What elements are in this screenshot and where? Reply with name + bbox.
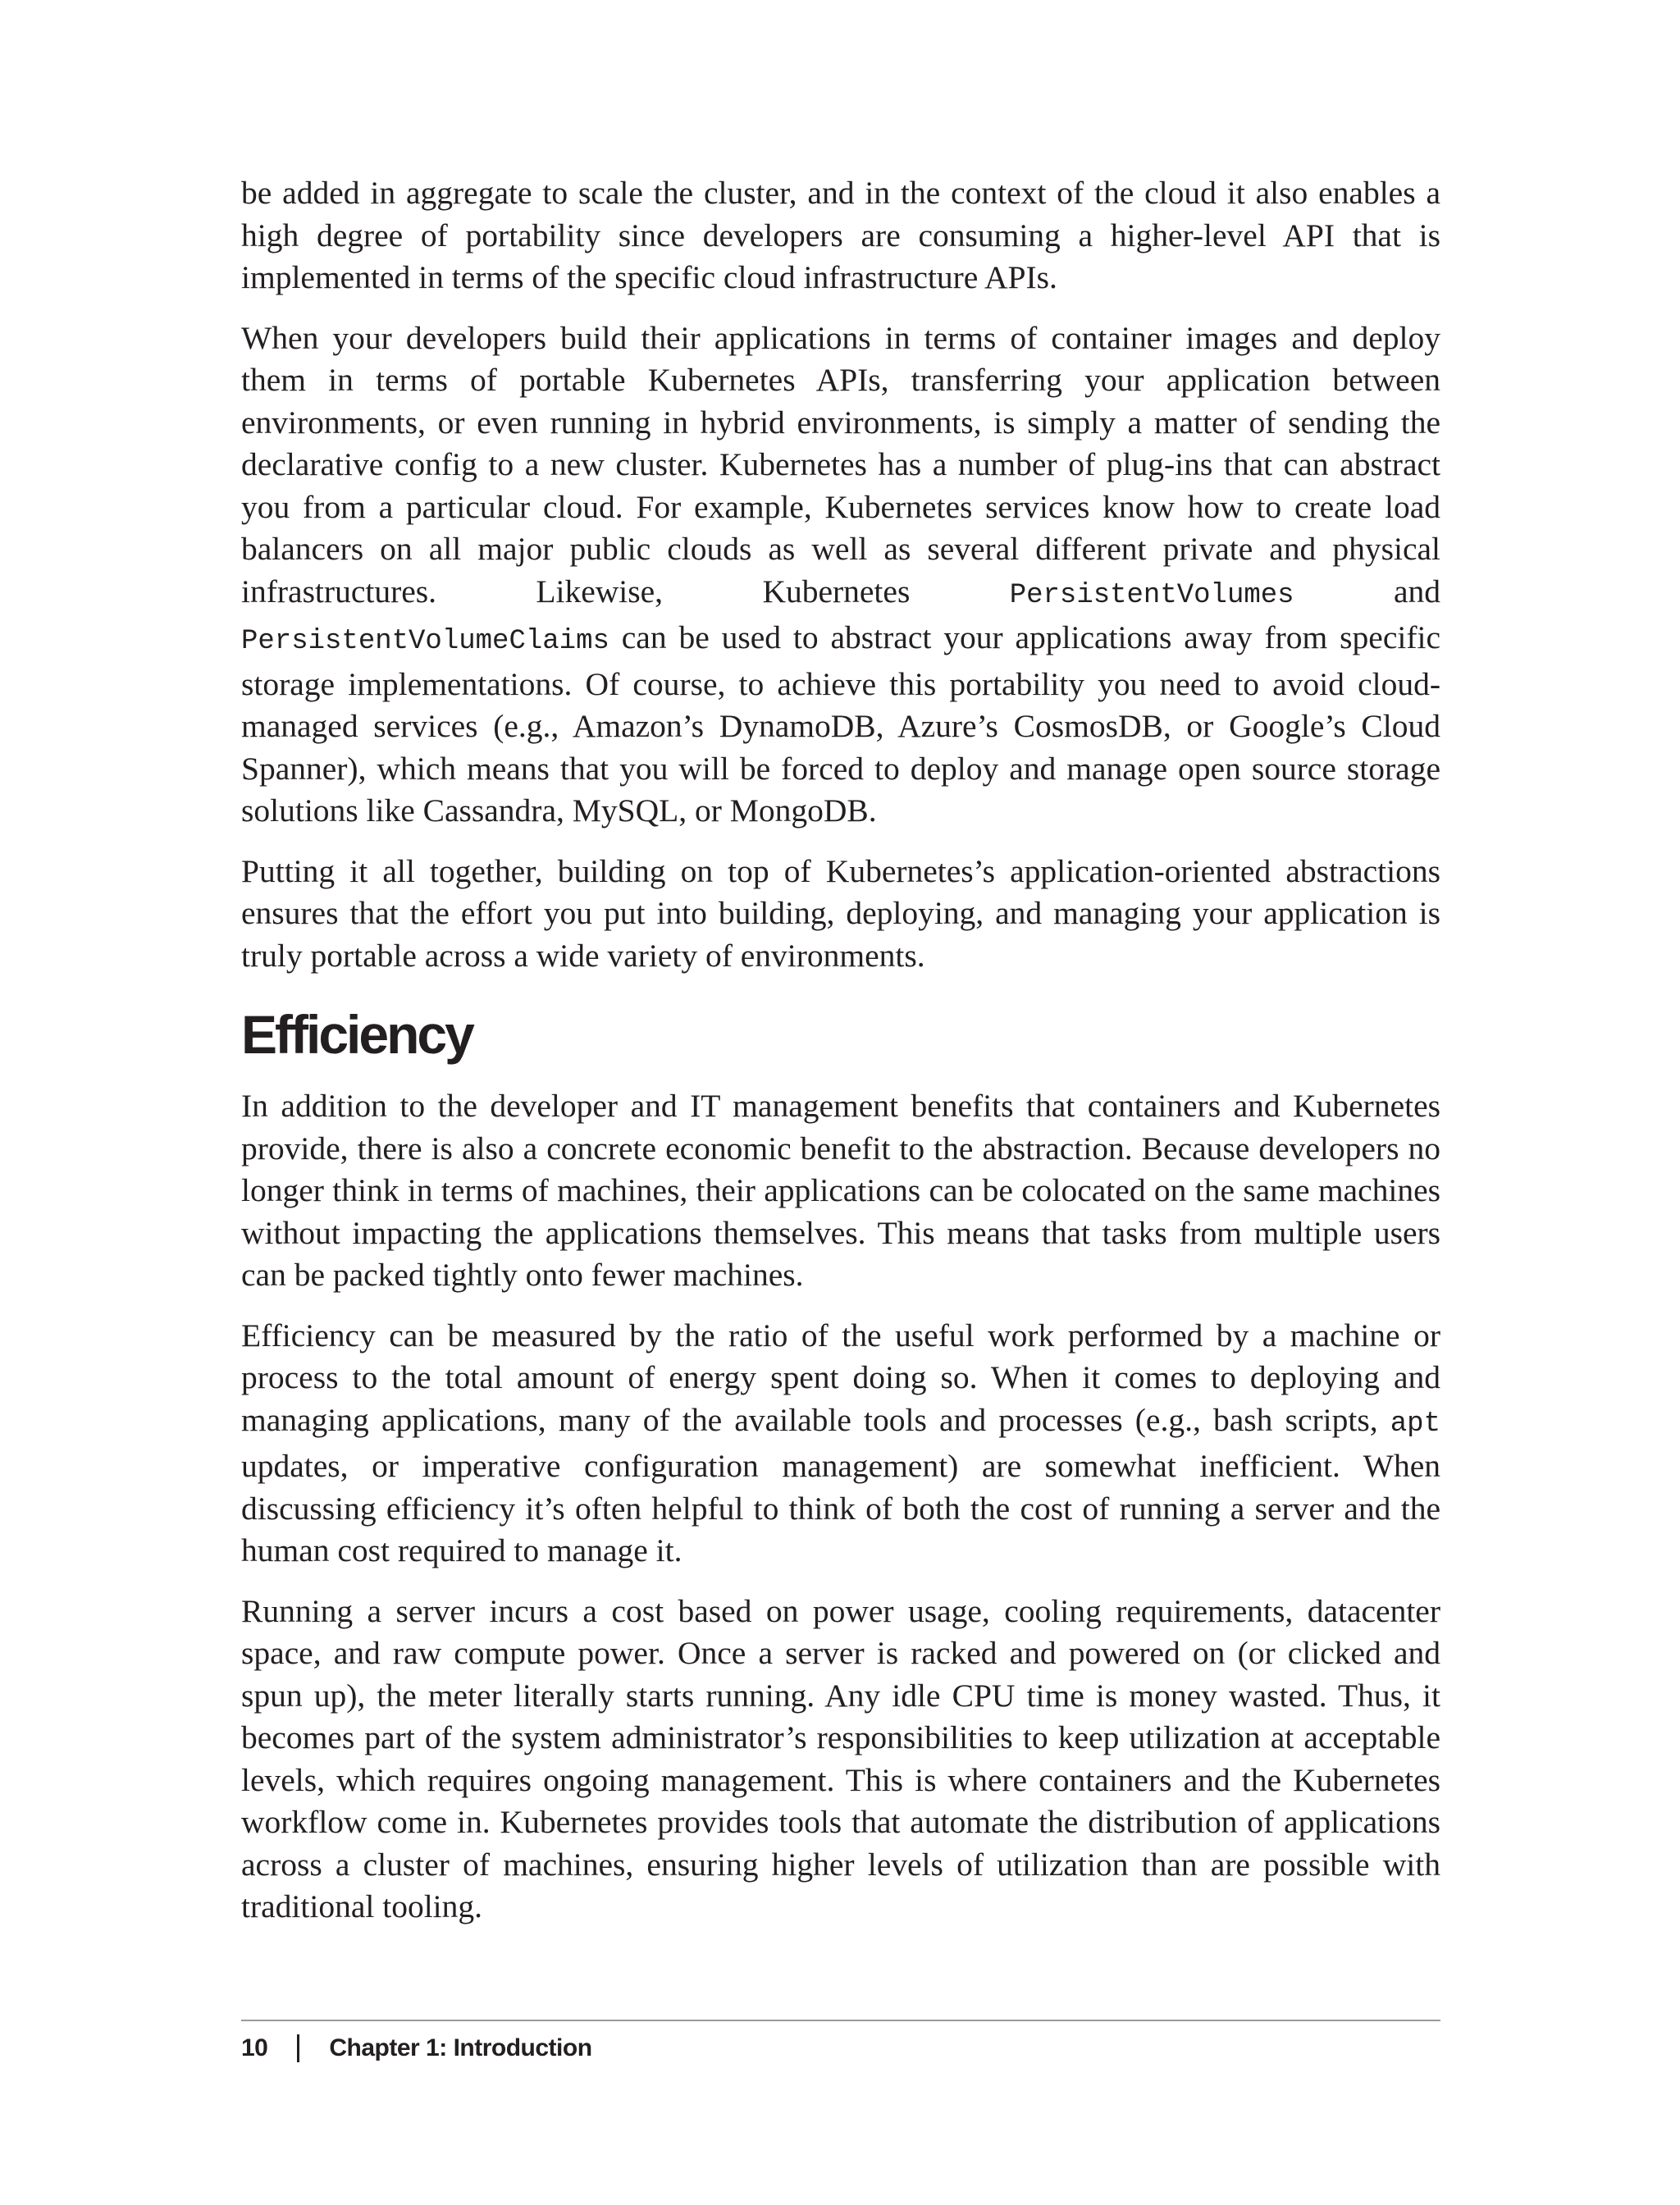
text-run: Efficiency can be measured by the ratio of the useful work performed by a machine or process to the total amount of energy spent doing so. When it comes to deploying and managing applications, many of the available tools and processes (e.g., bash scripts, <box>241 1317 1440 1438</box>
page-number: 10 <box>241 2034 268 2061</box>
body-text-bottom <box>241 1085 1440 1929</box>
paragraph <box>241 1591 1440 1929</box>
paragraph <box>241 317 1440 833</box>
paragraph <box>241 1085 1440 1297</box>
text-run: Running a server incurs a cost based on power usage, cooling requirements, datacenter space, and raw compute power. Once a server is racked and powered on (or clicked and spun up), the meter literally starts running. Any idle CPU time is money wasted. Thus, it becomes part of the system administrator’s responsibilities to keep utilization at acceptable levels, which requires ongoing management. This is where containers and the Kubernetes workflow come in. Kubernetes provides tools that automate the distribution of applications across a cluster of machines, ensuring higher levels of utilization than are possible with traditional tooling. <box>241 1592 1440 1924</box>
text-run: be added in aggregate to scale the cluster, and in the context of the cloud it also enables a high degree of portability since developers are consuming a higher-level API that is implemented in terms of the specific cloud infrastructure APIs. <box>241 175 1440 295</box>
page-body <box>241 172 1440 1947</box>
text-run: updates, or imperative configuration management) are somewhat inefficient. When discussing efficiency it’s often helpful to think of both the cost of running a server and the human cost required to manage it. <box>241 1448 1440 1568</box>
text-run: and <box>1294 573 1440 609</box>
paragraph <box>241 172 1440 299</box>
paragraph <box>241 851 1440 978</box>
chapter-title: Chapter 1: Introduction <box>329 2034 592 2061</box>
text-run: In addition to the developer and IT management benefits that containers and Kubernetes provide, there is also a concrete economic benefit to the abstraction. Because developers no longer think in terms of machines, their applications can be colocated on the same machines without impacting the applications themselves. This means that tasks from multiple users can be packed tightly onto fewer machines. <box>241 1088 1440 1293</box>
inline-code: PersistentVolumeClaims <box>241 626 609 657</box>
footer-divider <box>241 2020 1440 2021</box>
paragraph <box>241 1315 1440 1573</box>
body-text-top <box>241 172 1440 977</box>
inline-code: PersistentVolumes <box>1009 579 1294 611</box>
text-run: can be used to abstract your applications away from specific storage implementations. Of course, to achieve this portability you need to avoid cloud-managed services (e.g., Amazon’s DynamoDB, Azure’s CosmosDB, or Google’s Cloud Spanner), which means that you will be forced to deploy and manage open source storage solutions like Cassandra, MySQL, or MongoDB. <box>241 619 1440 829</box>
running-footer <box>241 2034 592 2062</box>
section-heading: Efficiency <box>241 1004 472 1065</box>
text-run: When your developers build their applications in terms of container images and deploy them in terms of portable Kubernetes APIs, transferring your application between environments, or even running in hybrid environments, is simply a matter of sending the declarative config to a new cluster. Kubernetes has a number of plug-ins that can abstract you from a particular cloud. For example, Kubernetes services know how to create load balancers on all major public clouds as well as several different private and physical infrastructures. Likewise, Kubernetes <box>241 319 1440 609</box>
footer-separator <box>297 2034 299 2062</box>
text-run: Putting it all together, building on top of Kubernetes’s application-oriented abstractions ensures that the effort you put into building, deploying, and managing your application is truly portable across a wide variety of environments. <box>241 852 1440 974</box>
inline-code: apt <box>1390 1408 1440 1440</box>
